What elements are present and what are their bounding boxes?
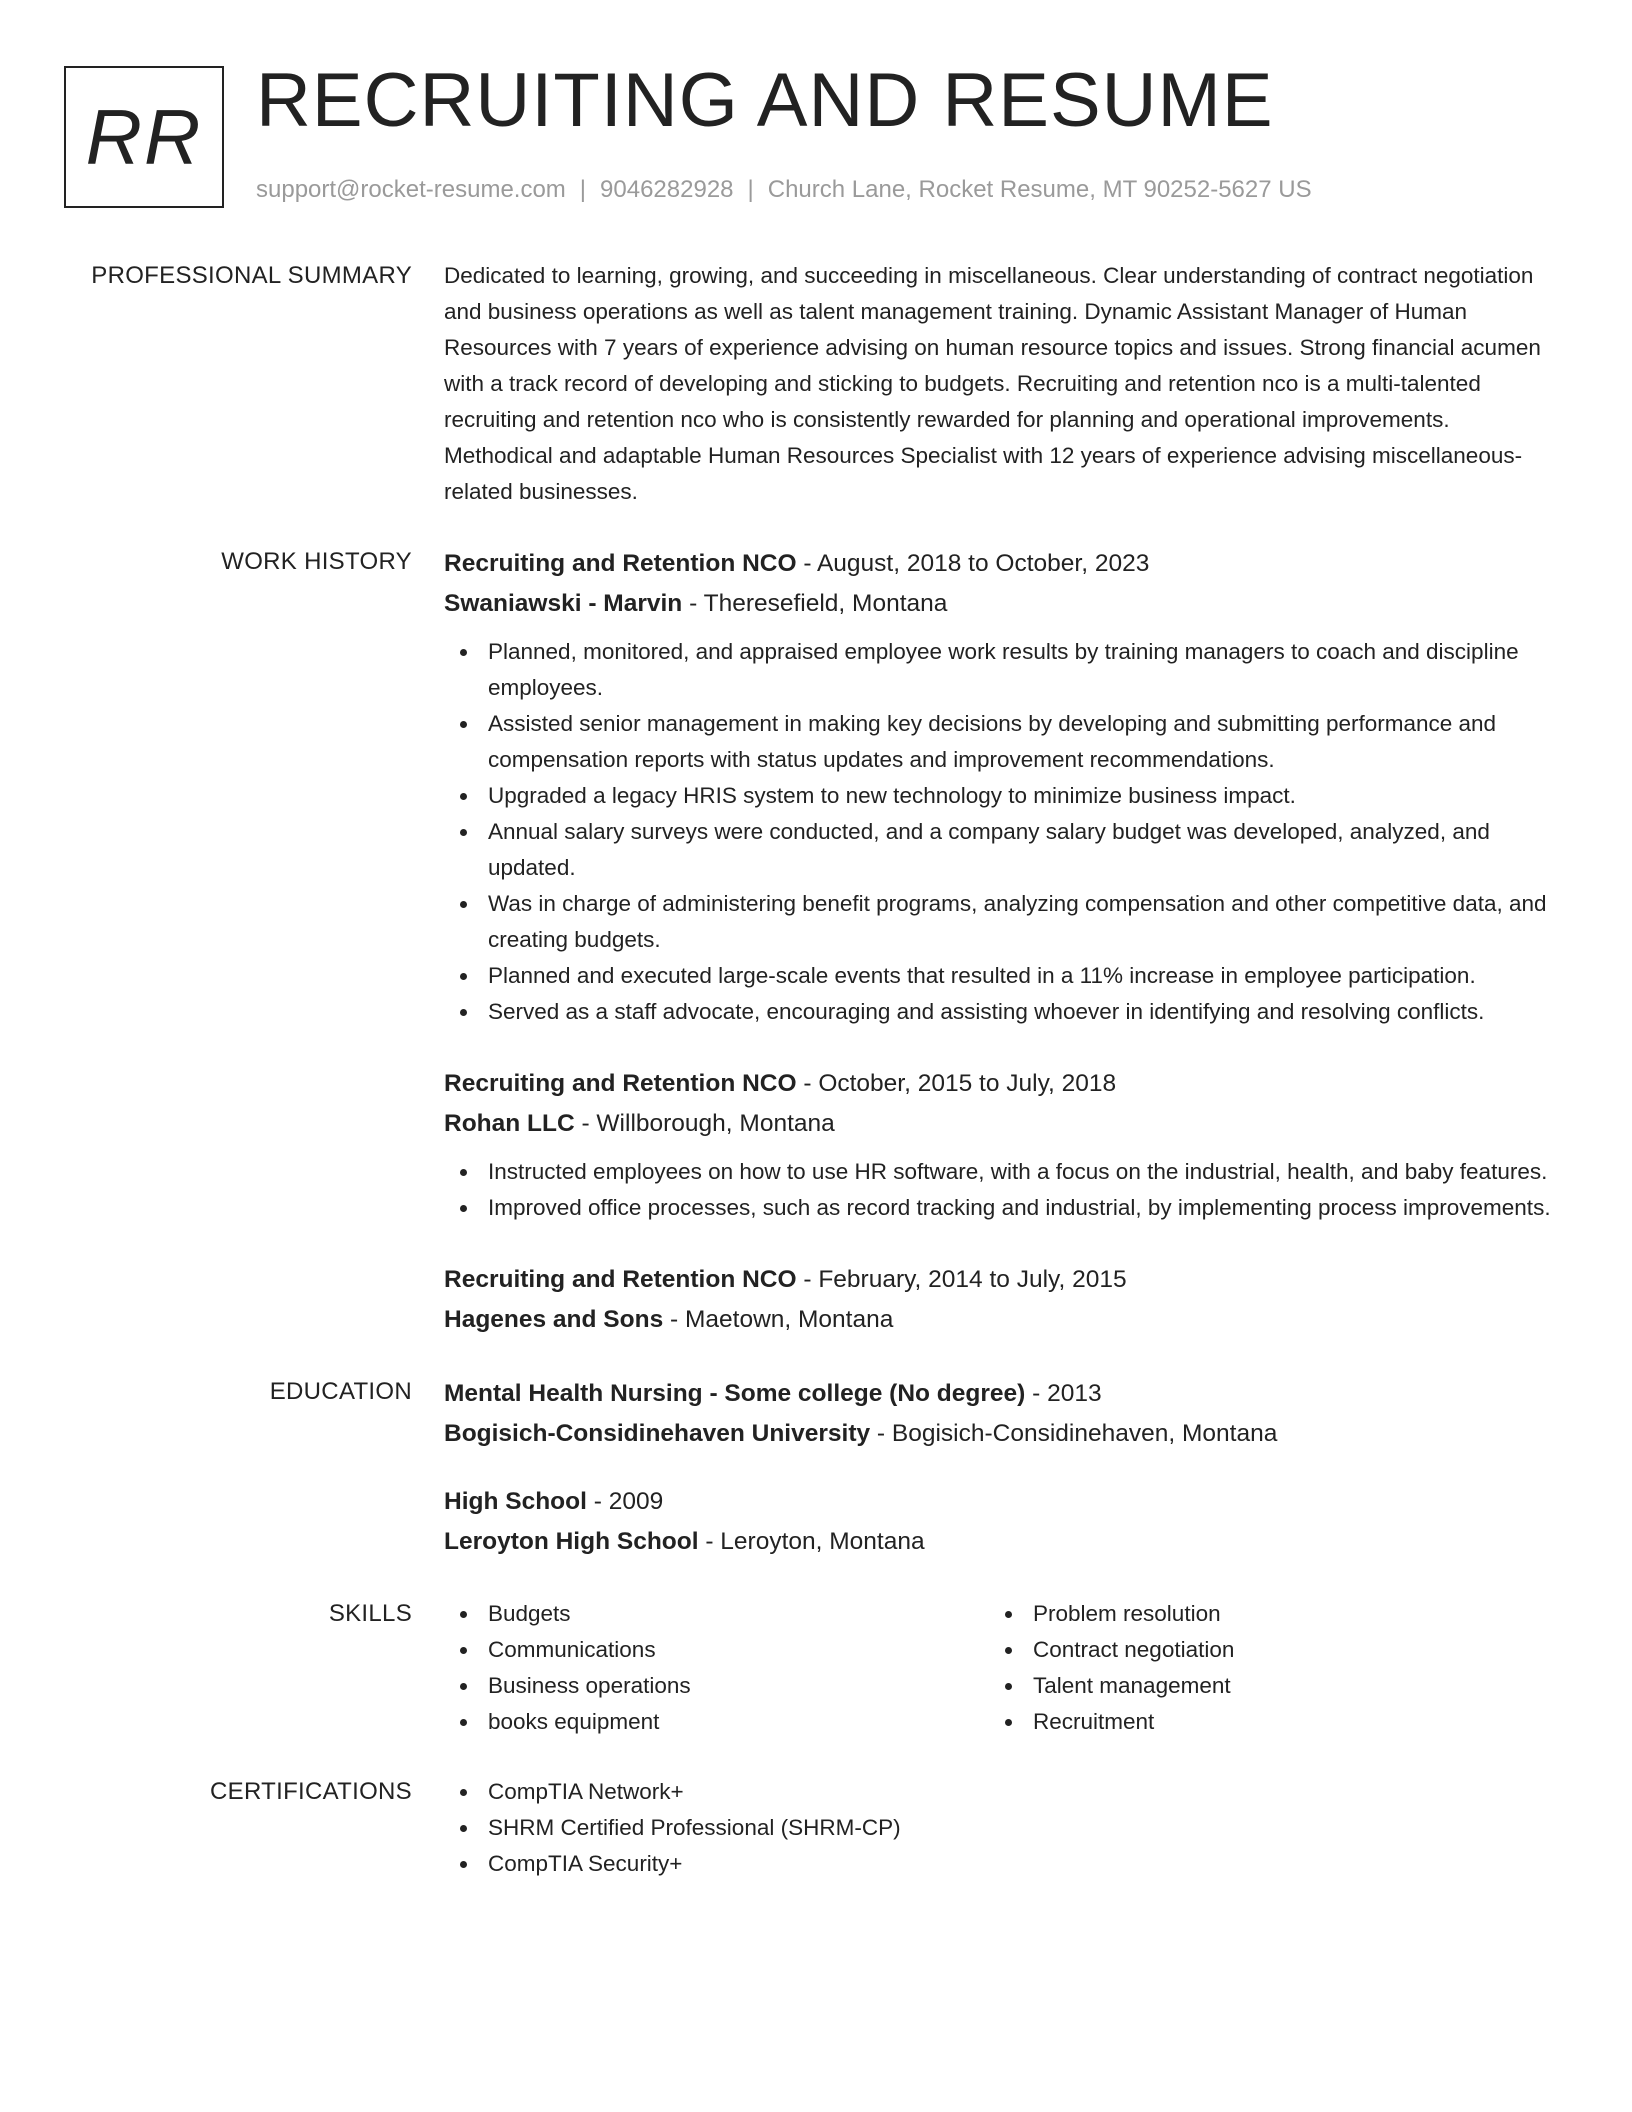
job-company: Hagenes and Sons	[444, 1306, 664, 1333]
contact-address: Church Lane, Rocket Resume, MT 90252-5627 US	[767, 176, 1312, 203]
section-label: CERTIFICATIONS	[210, 1778, 412, 1805]
certification-item: CompTIA Network+	[444, 1774, 1554, 1810]
skills-column-right	[989, 1596, 1534, 1740]
education-degree-line	[444, 1482, 1554, 1522]
skill-item: Problem resolution	[989, 1596, 1534, 1632]
education-year: - 2009	[586, 1488, 664, 1515]
skill-item: Talent management	[989, 1668, 1534, 1704]
certification-item: SHRM Certified Professional (SHRM-CP)	[444, 1810, 1554, 1846]
job-dates: - February, 2014 to July, 2015	[796, 1266, 1127, 1293]
education-degree: Mental Health Nursing - Some college (No degree)	[444, 1380, 1026, 1407]
skills-section	[0, 1596, 1632, 1740]
certifications-body	[444, 1774, 1554, 1882]
job-bullet: Planned and executed large-scale events that resulted in a 11% increase in employee participation.	[444, 958, 1554, 994]
job-title-line	[444, 544, 1554, 584]
education-section	[0, 1374, 1632, 1562]
job-bullet: Instructed employees on how to use HR software, with a focus on the industrial, health, and baby features.	[444, 1154, 1554, 1190]
skill-item: Recruitment	[989, 1704, 1534, 1740]
job-dates: - October, 2015 to July, 2018	[796, 1070, 1117, 1097]
skill-item: books equipment	[444, 1704, 989, 1740]
job-bullet: Served as a staff advocate, encouraging and assisting whoever in identifying and resolving conflicts.	[444, 994, 1554, 1030]
job-bullet: Upgraded a legacy HRIS system to new technology to minimize business impact.	[444, 778, 1554, 814]
monogram: RR	[64, 66, 224, 208]
job-company: Swaniawski - Marvin	[444, 590, 683, 617]
job-location: - Willborough, Montana	[574, 1110, 835, 1137]
job-entry	[444, 1064, 1554, 1226]
section-label: PROFESSIONAL SUMMARY	[91, 262, 412, 289]
work-history-body	[444, 544, 1554, 1340]
contact-email[interactable]: support@rocket-resume.com	[256, 176, 566, 203]
job-title: Recruiting and Retention NCO	[444, 1266, 797, 1293]
certification-item: CompTIA Security+	[444, 1846, 1554, 1882]
education-location: - Leroyton, Montana	[698, 1528, 925, 1555]
job-entry	[444, 1260, 1554, 1340]
job-company: Rohan LLC	[444, 1110, 575, 1137]
job-dates: - August, 2018 to October, 2023	[796, 550, 1150, 577]
job-bullets	[444, 1154, 1554, 1226]
job-company-line	[444, 584, 1554, 624]
skills-column-left	[444, 1596, 989, 1740]
summary-section	[0, 258, 1632, 510]
job-bullet: Improved office processes, such as record tracking and industrial, by implementing process improvements.	[444, 1190, 1554, 1226]
job-bullet: Assisted senior management in making key decisions by developing and submitting performance and compensation reports with status updates and improvement recommendations.	[444, 706, 1554, 778]
job-title: Recruiting and Retention NCO	[444, 550, 797, 577]
contact-phone[interactable]: 9046282928	[600, 176, 734, 203]
job-title-line	[444, 1064, 1554, 1104]
contact-separator: |	[747, 176, 754, 203]
certifications-list	[444, 1774, 1554, 1882]
skill-item: Communications	[444, 1632, 989, 1668]
job-bullet: Was in charge of administering benefit programs, analyzing compensation and other competitive data, and creating budgets.	[444, 886, 1554, 958]
skills-list	[444, 1596, 989, 1740]
job-company-line	[444, 1300, 1554, 1340]
education-entry	[444, 1482, 1554, 1562]
education-degree: High School	[444, 1488, 587, 1515]
skill-item: Budgets	[444, 1596, 989, 1632]
job-location: - Theresefield, Montana	[682, 590, 948, 617]
skill-item: Contract negotiation	[989, 1632, 1534, 1668]
resume-name: RECRUITING AND RESUME	[256, 58, 1274, 143]
education-degree-line	[444, 1374, 1554, 1414]
education-school-line	[444, 1414, 1554, 1454]
certifications-section	[0, 1774, 1632, 1882]
skills-list	[989, 1596, 1534, 1740]
education-school-line	[444, 1522, 1554, 1562]
education-year: - 2013	[1025, 1380, 1102, 1407]
section-label: SKILLS	[328, 1600, 412, 1627]
job-bullets	[444, 634, 1554, 1030]
education-school: Bogisich-Considinehaven University	[444, 1420, 871, 1447]
job-title-line	[444, 1260, 1554, 1300]
contact-line	[256, 174, 1312, 206]
job-location: - Maetown, Montana	[663, 1306, 894, 1333]
contact-separator: |	[579, 176, 587, 203]
job-company-line	[444, 1104, 1554, 1144]
section-label: WORK HISTORY	[221, 548, 412, 575]
job-entry	[444, 544, 1554, 1030]
job-bullet: Planned, monitored, and appraised employee work results by training managers to coach and discipline employees.	[444, 634, 1554, 706]
job-title: Recruiting and Retention NCO	[444, 1070, 797, 1097]
skill-item: Business operations	[444, 1668, 989, 1704]
summary-text: Dedicated to learning, growing, and succeeding in miscellaneous. Clear understanding of contract negotiation and business operations as well as talent management training. Dynamic Assistant Manager of Human Resources with 7 years of experience advising on human resource topics and issues. Strong financial acumen with a track record of developing and sticking to budgets. Recruiting and retention nco is a multi-talented recruiting and retention nco who is consistently rewarded for planning and operational improvements. Methodical and adaptable Human Resources Specialist with 12 years of experience advising miscellaneous-related businesses.	[444, 263, 1541, 504]
skills-grid	[444, 1596, 1554, 1740]
work-history-section	[0, 544, 1632, 1340]
education-body	[444, 1374, 1554, 1562]
resume-content	[0, 258, 1632, 1916]
education-school: Leroyton High School	[444, 1528, 699, 1555]
section-label: EDUCATION	[269, 1378, 412, 1405]
education-entry	[444, 1374, 1554, 1454]
education-location: - Bogisich-Considinehaven, Montana	[870, 1420, 1278, 1447]
job-bullet: Annual salary surveys were conducted, and a company salary budget was developed, analyzed, and updated.	[444, 814, 1554, 886]
